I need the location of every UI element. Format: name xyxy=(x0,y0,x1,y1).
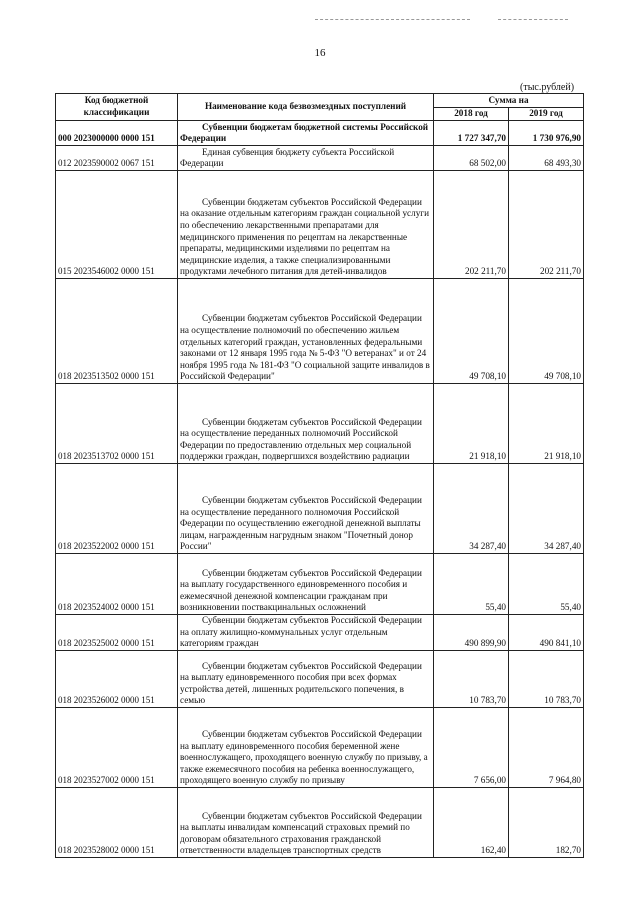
income-name-text: Субвенции бюджетам субъектов Российской Федерации на оказание отдельным категориям граждан социальной услуги по обеспечению лекарственными препаратами для медицинского применения по рецептам на лекарственные препараты, медицинскими изделиями по рецептам на медицинские изделия, а также специализированными продуктами лечебного питания для детей-инвалидов xyxy=(180,196,429,277)
budget-code-cell: 018 2023522002 0000 151 xyxy=(56,464,178,554)
amount-2019-cell: 202 211,70 xyxy=(509,171,584,279)
amount-2018-cell: 49 708,10 xyxy=(434,279,509,384)
income-name-text: Субвенции бюджетам субъектов Российской Федерации на осуществление переданного полномочия Российской Федерации по осуществлению ежегодной денежной выплаты лицам, награжденным нагрудным знаком "Почетный донор России" xyxy=(180,495,422,552)
income-name-text: Субвенции бюджетам субъектов Российской Федерации на выплаты инвалидам компенсаций страховых премий по договорам обязательного страхования гражданской ответственности владельцев транспортных средств xyxy=(180,810,422,856)
table-row xyxy=(56,171,584,279)
amount-2019-cell: 34 287,40 xyxy=(509,464,584,554)
amount-2018-cell: 1 727 347,70 xyxy=(434,121,509,146)
header-sum: Сумма на xyxy=(434,94,584,108)
budget-code-cell: 018 2023527002 0000 151 xyxy=(56,708,178,788)
amount-2018-cell: 34 287,40 xyxy=(434,464,509,554)
scan-artifact-line xyxy=(498,19,568,20)
income-name-cell xyxy=(178,384,434,464)
page-number: 16 xyxy=(314,47,326,59)
amount-2018-cell: 10 783,70 xyxy=(434,651,509,708)
income-name-cell xyxy=(178,171,434,279)
amount-2019-cell: 1 730 976,90 xyxy=(509,121,584,146)
budget-code-cell: 012 2023590002 0067 151 xyxy=(56,146,178,171)
table-row xyxy=(56,464,584,554)
income-name-text: Субвенции бюджетам субъектов Российской Федерации на осуществление полномочий по обеспечению жильем отдельных категорий граждан, установленных федеральными законами от 12 января 1995 года № 5-ФЗ "О ветеранах" и от 24 ноября 1995 года № 181-ФЗ "О социальной защите инвалидов в Российской Федерации" xyxy=(180,313,430,382)
income-name-cell xyxy=(178,788,434,858)
amount-2018-cell: 202 211,70 xyxy=(434,171,509,279)
income-name-cell xyxy=(178,279,434,384)
table-row xyxy=(56,279,584,384)
amount-2019-cell: 7 964,80 xyxy=(509,708,584,788)
scan-artifact-line xyxy=(315,19,470,20)
income-name-text: Субвенции бюджетам субъектов Российской Федерации на выплату государственного единовременного пособия и ежемесячной денежной компенсации гражданам при возникновении поствакцинальных осложнений xyxy=(180,567,422,613)
budget-code-cell: 018 2023526002 0000 151 xyxy=(56,651,178,708)
table-row xyxy=(56,121,584,146)
income-name-text: Единая субвенция бюджету субъекта Российской Федерации xyxy=(180,146,395,169)
budget-code-cell: 015 2023546002 0000 151 xyxy=(56,171,178,279)
budget-code-cell: 018 2023513502 0000 151 xyxy=(56,279,178,384)
income-name-cell xyxy=(178,554,434,615)
income-name-cell xyxy=(178,615,434,651)
amount-2019-cell: 10 783,70 xyxy=(509,651,584,708)
table-row xyxy=(56,708,584,788)
header-year-2018: 2018 год xyxy=(434,108,509,121)
amount-2018-cell: 162,40 xyxy=(434,788,509,858)
amount-2019-cell: 49 708,10 xyxy=(509,279,584,384)
income-name-text: Субвенции бюджетам субъектов Российской Федерации на выплату единовременного пособия при всех формах устройства детей, лишенных родительского попечения, в семью xyxy=(180,660,422,706)
amount-2019-cell: 182,70 xyxy=(509,788,584,858)
income-name-cell xyxy=(178,464,434,554)
income-name-cell xyxy=(178,121,434,146)
table-row xyxy=(56,615,584,651)
header-name: Наименование кода безвозмездных поступлений xyxy=(178,94,434,121)
budget-code-cell: 018 2023528002 0000 151 xyxy=(56,788,178,858)
amount-2019-cell: 490 841,10 xyxy=(509,615,584,651)
budget-code-cell: 000 2023000000 0000 151 xyxy=(56,121,178,146)
budget-code-cell: 018 2023525002 0000 151 xyxy=(56,615,178,651)
income-name-text: Субвенции бюджетам субъектов Российской Федерации на оплату жилищно-коммунальных услуг отдельным категориям граждан xyxy=(180,615,422,649)
table-row xyxy=(56,554,584,615)
amount-2019-cell: 55,40 xyxy=(509,554,584,615)
budget-code-cell: 018 2023513702 0000 151 xyxy=(56,384,178,464)
income-name-cell xyxy=(178,708,434,788)
table-row xyxy=(56,146,584,171)
income-name-text: Субвенции бюджетам субъектов Российской Федерации на осуществление переданных полномочий Российской Федерации по предоставлению отдельных мер социальной поддержки граждан, подвергшихся воздействию радиации xyxy=(180,416,422,462)
income-name-cell xyxy=(178,146,434,171)
table-row xyxy=(56,384,584,464)
amount-2018-cell: 490 899,90 xyxy=(434,615,509,651)
amount-2018-cell: 55,40 xyxy=(434,554,509,615)
header-code: Код бюджетной классификации xyxy=(56,94,178,121)
income-name-text: Субвенции бюджетам бюджетной системы Российской Федерации xyxy=(180,121,429,144)
units-label: (тыс.рублей) xyxy=(520,82,575,93)
header-year-2019: 2019 год xyxy=(509,108,584,121)
amount-2019-cell: 68 493,30 xyxy=(509,146,584,171)
budget-table xyxy=(55,93,584,858)
amount-2019-cell: 21 918,10 xyxy=(509,384,584,464)
income-name-cell xyxy=(178,651,434,708)
budget-code-cell: 018 2023524002 0000 151 xyxy=(56,554,178,615)
table-row xyxy=(56,788,584,858)
table-row xyxy=(56,651,584,708)
income-name-text: Субвенции бюджетам субъектов Российской Федерации на выплату единовременного пособия беременной жене военнослужащего, проходящего военную службу по призыву, а также ежемесячного пособия на ребенка военнослужащего, проходящего военную службу по призыву xyxy=(180,729,428,786)
amount-2018-cell: 7 656,00 xyxy=(434,708,509,788)
amount-2018-cell: 21 918,10 xyxy=(434,384,509,464)
amount-2018-cell: 68 502,00 xyxy=(434,146,509,171)
